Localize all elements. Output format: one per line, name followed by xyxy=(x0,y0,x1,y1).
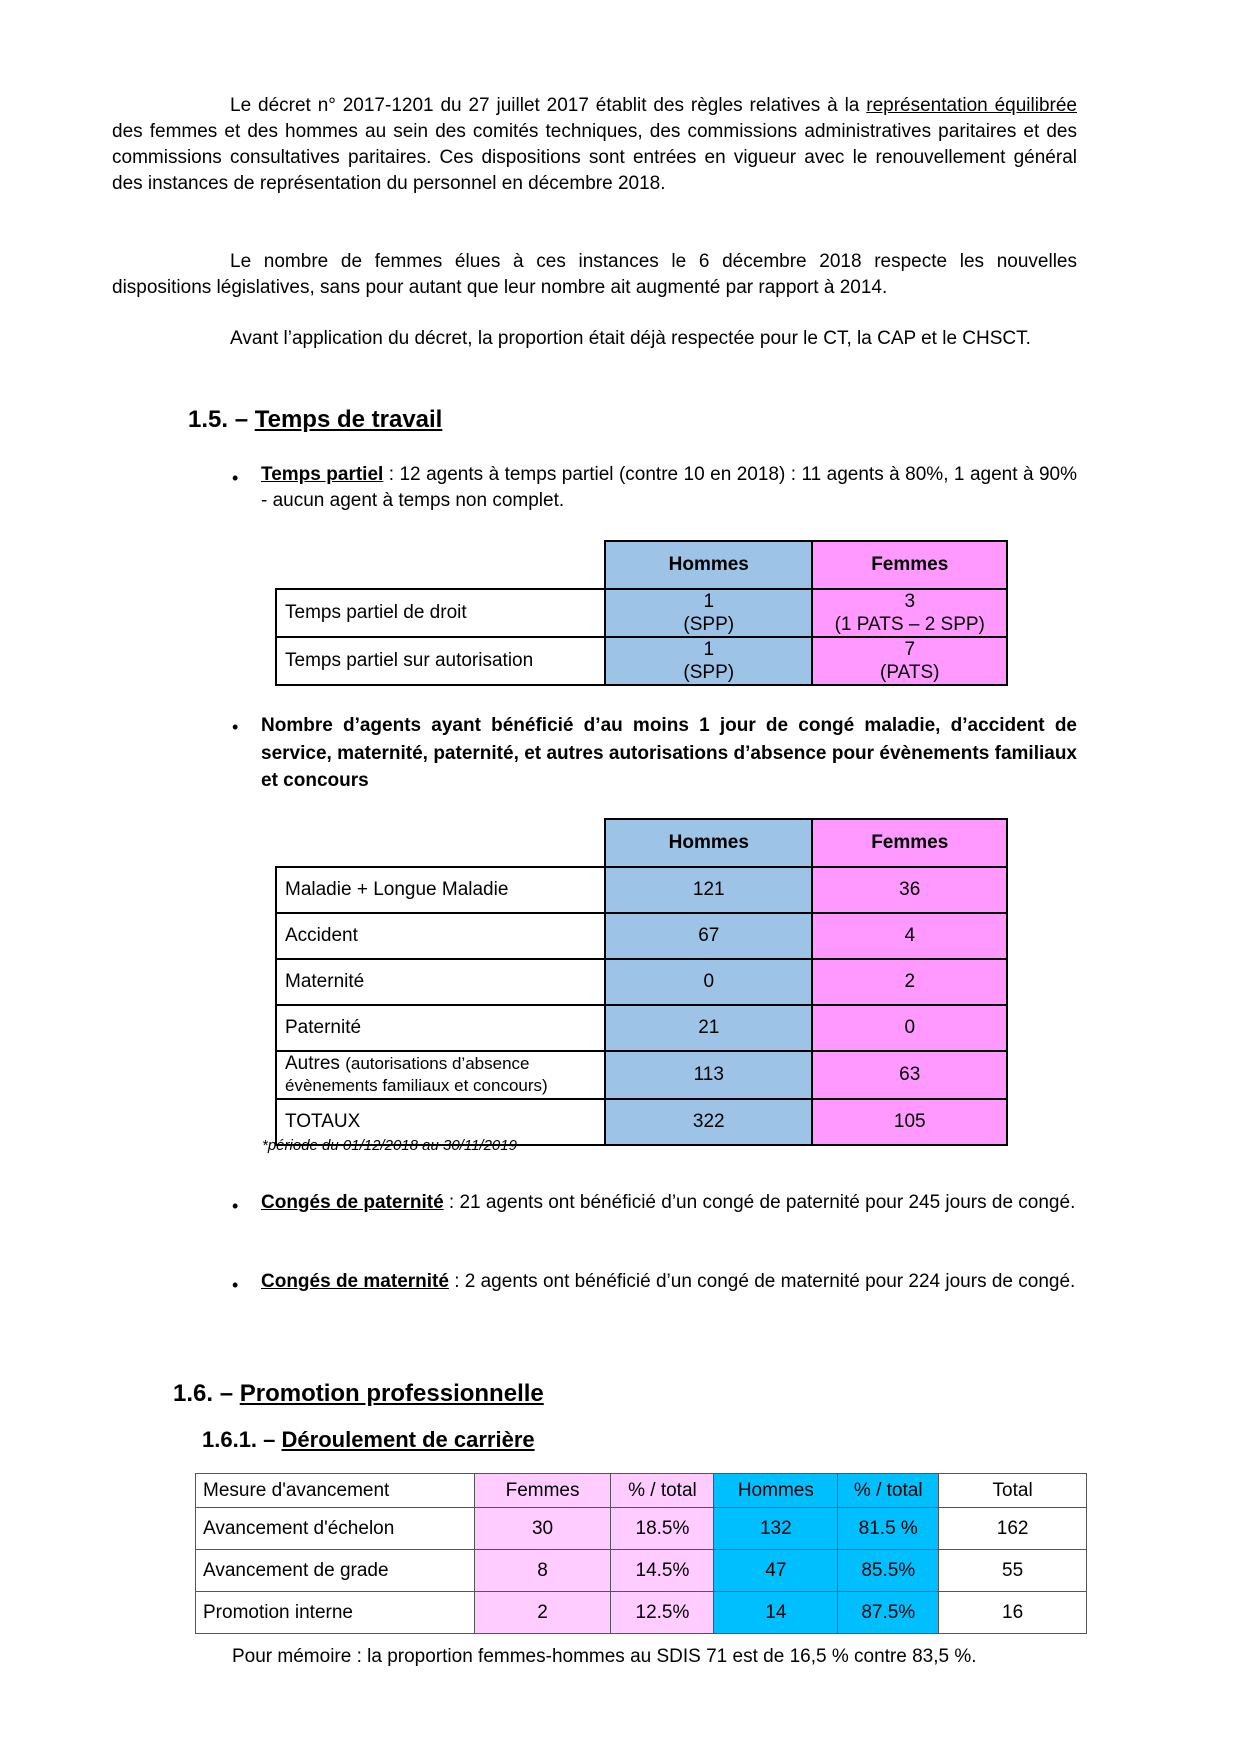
cell-pct-hommes: 87.5% xyxy=(838,1592,939,1634)
cell-femmes: 2 xyxy=(474,1592,611,1634)
memo-proportion: Pour mémoire : la proportion femmes-hommes au SDIS 71 est de 16,5 % contre 83,5 %. xyxy=(232,1646,977,1667)
bullet-text: : 21 agents ont bénéficié d’un congé de paternité pour 245 jours de congé. xyxy=(443,1192,1076,1213)
cell-detail: (SPP) xyxy=(683,662,735,683)
empty-cell xyxy=(276,541,605,589)
cell-value: 3 xyxy=(904,591,916,612)
empty-cell xyxy=(276,819,605,867)
table-row xyxy=(196,1550,1087,1592)
cell-hommes: 121 xyxy=(605,867,812,913)
table-temps-partiel xyxy=(275,540,1008,686)
cell-femmes xyxy=(812,637,1007,685)
cell-value: 1 xyxy=(703,639,715,660)
section-heading-1-6 xyxy=(173,1379,544,1409)
bullet-paternite xyxy=(261,1190,1077,1216)
section-heading-1-5 xyxy=(188,405,442,435)
cell-femmes: 63 xyxy=(812,1051,1007,1099)
table-footnote: *période du 01/12/2018 au 30/11/2019 xyxy=(262,1137,517,1154)
table-row xyxy=(276,589,1007,637)
cell-femmes: 4 xyxy=(812,913,1007,959)
underlined-phrase: représentation équilibrée xyxy=(866,95,1077,116)
section-number: 1.5. – xyxy=(188,406,255,433)
cell-hommes: 14 xyxy=(714,1592,838,1634)
table-row xyxy=(196,1508,1087,1550)
row-label: Maternité xyxy=(276,959,605,1005)
bullet-icon: • xyxy=(232,468,239,488)
bullet-icon: • xyxy=(232,1196,239,1216)
header-pct-femmes: % / total xyxy=(611,1474,714,1508)
cell-femmes: 2 xyxy=(812,959,1007,1005)
cell-femmes: 105 xyxy=(812,1099,1007,1145)
cell-femmes: 0 xyxy=(812,1005,1007,1051)
cell-hommes: 0 xyxy=(605,959,812,1005)
bullet-icon: • xyxy=(232,1275,239,1295)
cell-total: 55 xyxy=(939,1550,1087,1592)
section-title: Promotion professionnelle xyxy=(239,1380,544,1407)
cell-detail: (PATS) xyxy=(880,662,940,683)
cell-detail: (1 PATS – 2 SPP) xyxy=(834,614,985,635)
cell-hommes xyxy=(605,589,812,637)
row-label: Paternité xyxy=(276,1005,605,1051)
paragraph-avant-decret xyxy=(112,326,1077,352)
bullet-temps-partiel xyxy=(261,462,1077,514)
row-label: Temps partiel sur autorisation xyxy=(276,637,605,685)
header-hommes: Hommes xyxy=(605,819,812,867)
bullet-label: Congés de maternité xyxy=(261,1271,449,1292)
bullet-maternite xyxy=(261,1269,1077,1295)
row-label: Avancement d'échelon xyxy=(196,1508,475,1550)
cell-pct-femmes: 14.5% xyxy=(611,1550,714,1592)
table-header-row xyxy=(196,1474,1087,1508)
header-hommes: Hommes xyxy=(605,541,812,589)
table-row xyxy=(276,1051,1007,1099)
section-number: 1.6.1. – xyxy=(202,1427,282,1452)
header-total: Total xyxy=(939,1474,1087,1508)
table-header-row xyxy=(276,541,1007,589)
table-row xyxy=(276,913,1007,959)
cell-hommes: 322 xyxy=(605,1099,812,1145)
header-pct-hommes: % / total xyxy=(838,1474,939,1508)
cell-hommes xyxy=(605,637,812,685)
paragraph-text: Avant l’application du décret, la proportion était déjà respectée pour le CT, la CAP et le CHSCT. xyxy=(230,328,1031,349)
paragraph-text: des femmes et des hommes au sein des comités techniques, des commissions administratives paritaires et des commissions consultatives paritaires. Ces dispositions sont entrées en vigueur avec le renouvellement général des instances de représentation du personnel en décembre 2018. xyxy=(112,121,1077,194)
row-label: Temps partiel de droit xyxy=(276,589,605,637)
row-label: Promotion interne xyxy=(196,1592,475,1634)
paragraph-text: Le nombre de femmes élues à ces instances le 6 décembre 2018 respecte les nouvelles dispositions législatives, sans pour autant que leur nombre ait augmenté par rapport à 2014. xyxy=(112,251,1077,298)
bullet-agents-conge: Nombre d’agents ayant bénéficié d’au moins 1 jour de congé maladie, d’accident de service, maternité, paternité, et autres autorisations d’absence pour évènements familiaux et concours xyxy=(261,715,1077,791)
cell-femmes xyxy=(812,589,1007,637)
table-row xyxy=(276,637,1007,685)
header-femmes: Femmes xyxy=(474,1474,611,1508)
row-label-main: Autres xyxy=(285,1053,340,1074)
header-hommes: Hommes xyxy=(714,1474,838,1508)
cell-pct-femmes: 18.5% xyxy=(611,1508,714,1550)
cell-total: 162 xyxy=(939,1508,1087,1550)
cell-hommes: 67 xyxy=(605,913,812,959)
cell-detail: (SPP) xyxy=(683,614,735,635)
table-row xyxy=(276,1005,1007,1051)
paragraph-text: Le décret n° 2017-1201 du 27 juillet 2017 établit des règles relatives à la xyxy=(230,95,867,116)
bullet-icon: • xyxy=(232,717,239,737)
section-number: 1.6. – xyxy=(173,1380,240,1407)
table-header-row xyxy=(276,819,1007,867)
cell-pct-hommes: 81.5 % xyxy=(838,1508,939,1550)
row-label-detail: évènements familiaux et concours) xyxy=(285,1076,548,1095)
cell-pct-hommes: 85.5% xyxy=(838,1550,939,1592)
table-row xyxy=(276,867,1007,913)
cell-hommes: 21 xyxy=(605,1005,812,1051)
paragraph-femmes-elues xyxy=(112,249,1077,301)
bullet-text: : 2 agents ont bénéficié d’un congé de maternité pour 224 jours de congé. xyxy=(448,1271,1076,1292)
paragraph-decret xyxy=(112,93,1077,197)
row-label: Maladie + Longue Maladie xyxy=(276,867,605,913)
row-label: TOTAUX xyxy=(276,1099,605,1145)
row-label: Accident xyxy=(276,913,605,959)
section-title: Déroulement de carrière xyxy=(281,1427,535,1452)
table-row xyxy=(276,959,1007,1005)
cell-hommes: 132 xyxy=(714,1508,838,1550)
bullet-label: Congés de paternité xyxy=(261,1192,444,1213)
row-label xyxy=(276,1051,605,1099)
cell-femmes: 36 xyxy=(812,867,1007,913)
bullet-label: Temps partiel xyxy=(261,464,384,485)
cell-hommes: 47 xyxy=(714,1550,838,1592)
header-femmes: Femmes xyxy=(812,541,1007,589)
cell-femmes: 8 xyxy=(474,1550,611,1592)
cell-total: 16 xyxy=(939,1592,1087,1634)
cell-value: 7 xyxy=(904,639,916,660)
cell-femmes: 30 xyxy=(474,1508,611,1550)
table-carriere xyxy=(195,1473,1087,1634)
table-conges xyxy=(275,818,1008,1146)
header-mesure: Mesure d'avancement xyxy=(196,1474,475,1508)
header-femmes: Femmes xyxy=(812,819,1007,867)
row-label: Avancement de grade xyxy=(196,1550,475,1592)
table-row xyxy=(196,1592,1087,1634)
bullet-text: : 12 agents à temps partiel (contre 10 en 2018) : 11 agents à 80%, 1 agent à 90% - aucun agent à temps non complet. xyxy=(261,464,1077,511)
row-label-detail: (autorisations d’absence xyxy=(345,1054,530,1073)
cell-value: 1 xyxy=(703,591,715,612)
cell-pct-femmes: 12.5% xyxy=(611,1592,714,1634)
cell-hommes: 113 xyxy=(605,1051,812,1099)
section-heading-1-6-1 xyxy=(202,1426,535,1454)
section-title: Temps de travail xyxy=(254,406,443,433)
